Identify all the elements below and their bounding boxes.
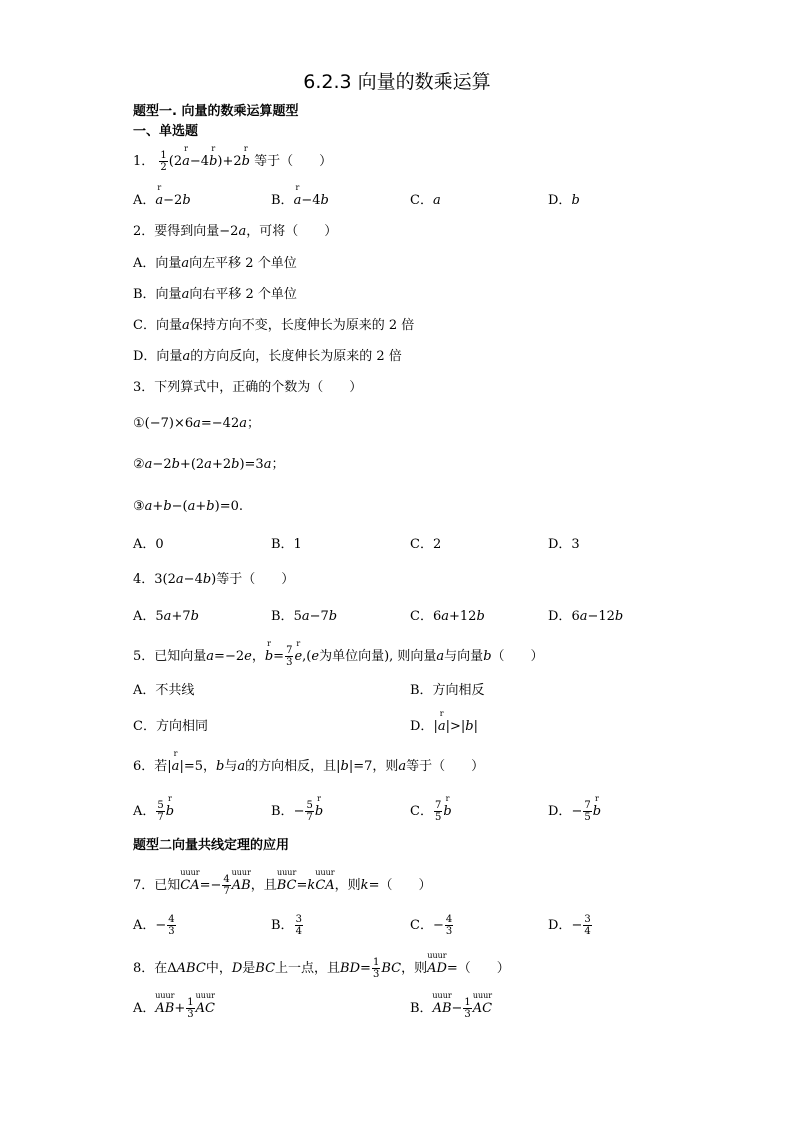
question-2: 2．要得到向量−2a，可将（ ） <box>133 224 338 239</box>
q6-option-c: C． $\frac{7}{5}$ b r <box>410 794 452 823</box>
q2-option-a: A．向量a向左平移 2 个单位 <box>133 256 297 271</box>
q6-option-d: D．− $\frac{7}{5}$ b r <box>548 794 602 823</box>
q5-option-a: A．不共线 <box>133 683 195 698</box>
q7-option-b: B． $\frac{3}{4}$ <box>271 914 302 937</box>
q1-tail: 等于（ ） <box>254 154 333 169</box>
q5-option-c: C．方向相同 <box>133 719 208 734</box>
q1-option-d: D．b <box>548 193 580 208</box>
question-7: 7．已知CA uuur =− $\frac{4}{7}$ AB uuur ，且BC uuur =kCA uuur ，则k=（ ） <box>133 868 432 897</box>
question-8: 8．在ΔABC中，D是BC上一点，且BD= $\frac{1}{3}$ BC，则AD uuur =（ ） <box>133 951 510 980</box>
question-1: 1． $\frac{1}{2}$ (2a r −4b r )+2b r 等于（ ） <box>133 144 333 173</box>
q8-option-a: A．AB uuur + $\frac{1}{3}$ AC uuur <box>133 991 215 1020</box>
q1-fraction: $\frac{1}{2}$ <box>160 150 167 173</box>
q7-option-d: D．− $\frac{3}{4}$ <box>548 914 591 937</box>
q3-item-2: ②a−2b+(2a+2b)=3a； <box>133 457 285 472</box>
q5-option-d: D．|a r |>|b| <box>410 709 478 734</box>
question-4: 4．3(2a−4b)等于（ ） <box>133 572 295 587</box>
q5-option-b: B．方向相反 <box>410 683 485 698</box>
q4-option-d: D．6a−12b <box>548 609 624 624</box>
q3-option-d: D．3 <box>548 537 580 552</box>
q2-option-d: D．向量a的方向反向，长度伸长为原来的 2 倍 <box>133 349 402 364</box>
q3-item-3: ③a+b−(a+b)=0. <box>133 499 243 514</box>
q2-option-c: C．向量a保持方向不变，长度伸长为原来的 2 倍 <box>133 318 415 333</box>
q7-option-a: A．− $\frac{4}{3}$ <box>133 914 175 937</box>
q6-option-b: B．− $\frac{5}{7}$ b r <box>271 794 324 823</box>
q4-option-a: A．5a+7b <box>133 609 199 624</box>
q6-option-a: A． $\frac{5}{7}$ b r <box>133 794 175 823</box>
question-6: 6．若|a r |=5，b与a的方向相反，且|b|=7，则a等于（ ） <box>133 749 485 774</box>
section2-heading: 题型二向量共线定理的应用 <box>133 838 290 853</box>
q1-option-c: C．a <box>410 193 441 208</box>
q3-option-a: A．0 <box>133 537 164 552</box>
q7-option-c: C．− $\frac{4}{3}$ <box>410 914 453 937</box>
section1-subheading: 一、单选题 <box>133 124 199 139</box>
q4-option-c: C．6a+12b <box>410 609 485 624</box>
q3-item-1: ①(−7)×6a=−42a； <box>133 416 260 431</box>
q1-option-a: A．a r −2b <box>133 183 191 208</box>
q3-option-b: B．1 <box>271 537 302 552</box>
q8-option-b: B．AB uuur − $\frac{1}{3}$ AC uuur <box>410 991 493 1020</box>
q1-option-b: B．a r −4b <box>271 183 329 208</box>
q2-option-b: B．向量a向右平移 2 个单位 <box>133 287 297 302</box>
q1-number: 1． <box>133 154 155 169</box>
question-5: 5．已知向量a=−2e，b r = $\frac{7}{3}$ e r ,(e为单位向量), 则向量a与向量b（ ） <box>133 639 544 668</box>
page-title: 6.2.3 向量的数乘运算 <box>303 71 491 93</box>
section1-heading: 题型一. 向量的数乘运算题型 <box>133 104 299 119</box>
q4-option-b: B．5a−7b <box>271 609 338 624</box>
q3-option-c: C．2 <box>410 537 442 552</box>
question-3: 3．下列算式中，正确的个数为（ ） <box>133 380 363 395</box>
